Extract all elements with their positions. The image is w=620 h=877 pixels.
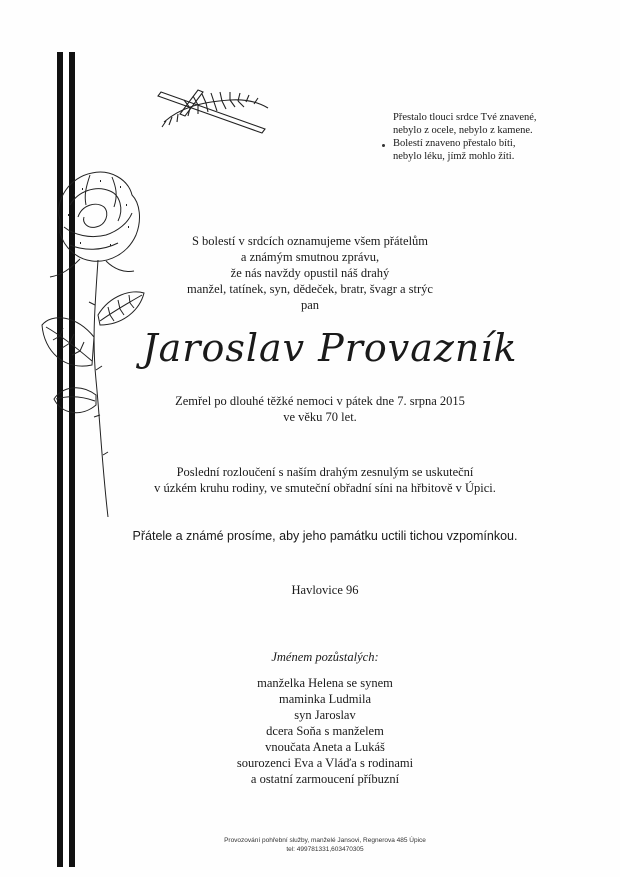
intro-line: že nás navždy opustil náš drahý xyxy=(230,266,390,280)
death-line: Zemřel po dlouhé těžké nemoci v pátek dne 7. srpna 2015 xyxy=(175,394,465,408)
cross-icon xyxy=(150,86,275,141)
list-item: syn Jaroslav xyxy=(294,708,356,722)
list-item: sourozenci Eva a Vláďa s rodinami xyxy=(236,756,414,770)
poem-bullet xyxy=(382,144,385,147)
funeral-line: Poslední rozloučení s naším drahým zesnulým se uskuteční xyxy=(176,465,474,479)
intro-line: a známým smutnou zprávu, xyxy=(240,250,380,264)
intro-line: pan xyxy=(300,298,320,312)
intro-line: manžel, tatínek, syn, dědeček, bratr, švagr a strýc xyxy=(187,282,433,296)
footer-company: Provozování pohřební služby, manželé Jansovi, Regnerova 485 Úpice xyxy=(224,837,426,844)
list-item: manželka Helena se synem xyxy=(257,676,393,690)
list-item: a ostatní zarmoucení příbuzní xyxy=(250,772,400,786)
survivors-heading: Jménem pozůstalých: xyxy=(271,650,379,664)
poem-line: Přestalo tlouci srdce Tvé znavené, xyxy=(393,112,537,123)
intro-line: S bolestí v srdcích oznamujeme všem přátelům xyxy=(191,234,429,248)
funeral-notice xyxy=(90,464,560,496)
survivors-list xyxy=(180,675,470,787)
list-item: maminka Ludmila xyxy=(279,692,371,706)
footer-phone: tel: 499781331,603470305 xyxy=(286,846,364,853)
death-notice xyxy=(140,393,500,425)
family-address: Havlovice 96 xyxy=(291,583,359,597)
list-item: vnoučata Aneta a Lukáš xyxy=(265,740,385,754)
poem xyxy=(393,111,537,163)
poem-line: nebylo z ocele, nebylo z kamene. xyxy=(393,125,533,136)
funeral-line: v úzkém kruhu rodiny, ve smuteční obřadní síni na hřbitově v Úpici. xyxy=(154,481,496,495)
funeral-service-footer xyxy=(150,836,500,854)
remembrance-request: Přátele a známé prosíme, aby jeho památku uctili tichou vzpomínkou. xyxy=(132,529,518,543)
poem-line: nebylo léku, jímž mohlo žíti. xyxy=(393,151,515,162)
death-line: ve věku 70 let. xyxy=(283,410,357,424)
list-item: dcera Soňa s manželem xyxy=(266,724,384,738)
poem-line: Bolestí znaveno přestalo bíti, xyxy=(393,138,516,149)
deceased-name: Jaroslav Provazník xyxy=(142,326,518,370)
announcement-intro xyxy=(160,233,460,313)
